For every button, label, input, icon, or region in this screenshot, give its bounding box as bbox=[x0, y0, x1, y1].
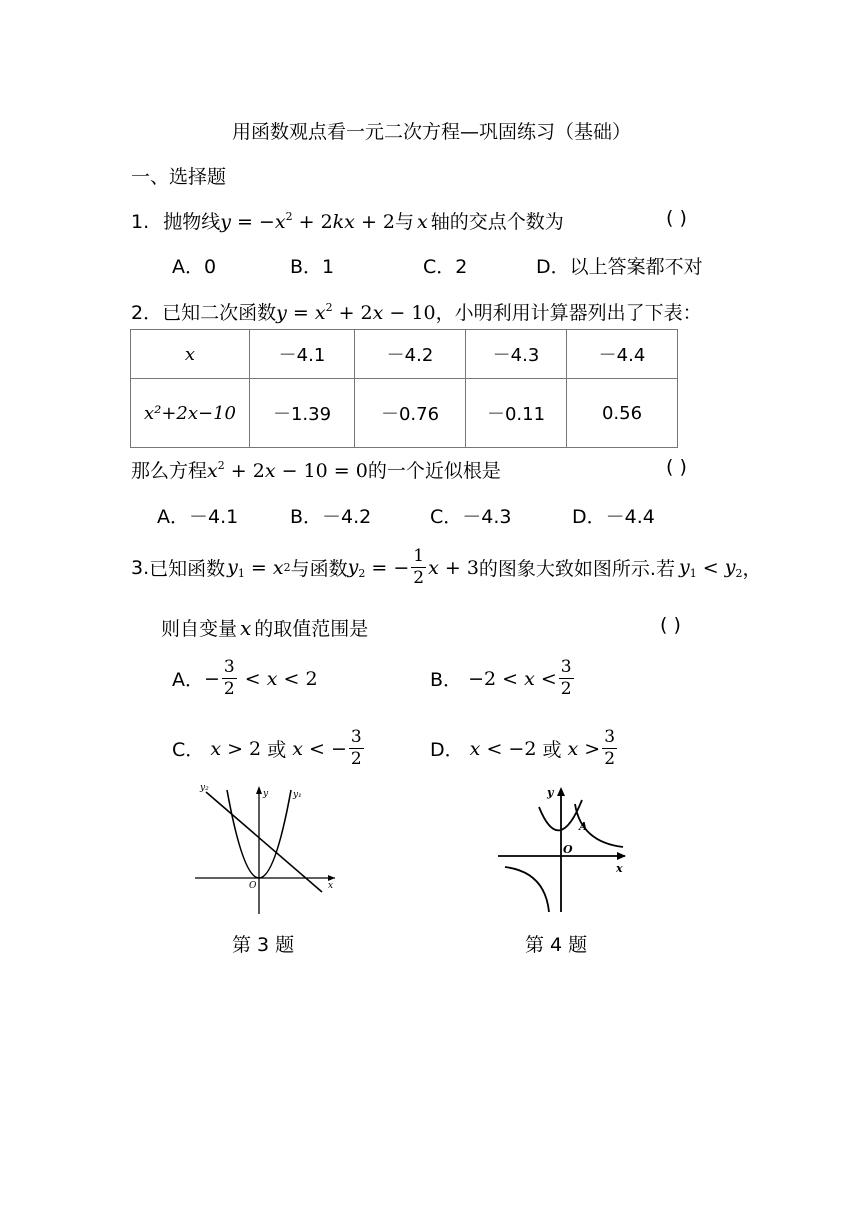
section-heading: 一、选择题 bbox=[131, 166, 227, 188]
y-axis-arrow bbox=[256, 786, 262, 794]
option-a: A．－4.1 bbox=[157, 506, 239, 528]
option-c: C． x > 2 或 x < − $\frac{3}{2}$ bbox=[172, 727, 362, 769]
question-text: 的图象大致如图所示.若 bbox=[478, 558, 675, 580]
question-text: 的一个近似根是 bbox=[367, 460, 501, 482]
option-c: C．2 bbox=[423, 256, 468, 278]
label-o: O bbox=[249, 881, 257, 891]
equation: y bbox=[276, 302, 287, 324]
figure-4-caption: 第 4 题 bbox=[525, 934, 588, 956]
answer-paren: ( ) bbox=[660, 614, 681, 636]
table-header-x: x bbox=[131, 330, 250, 379]
line-y2 bbox=[206, 792, 322, 892]
figure-3-graph bbox=[190, 780, 350, 920]
figure-3-caption: 第 3 题 bbox=[232, 934, 295, 956]
label-y: y bbox=[547, 786, 554, 799]
option-b: B． −2 < x < $\frac{3}{2}$ bbox=[430, 657, 572, 699]
label-x: x bbox=[328, 881, 334, 891]
option-b: B．1 bbox=[290, 256, 335, 278]
question-3-line2: 则自变量 x 的取值范围是 bbox=[161, 616, 369, 640]
table-cell: －0.76 bbox=[355, 379, 466, 448]
question-text: 则自变量 bbox=[161, 618, 238, 640]
label-o: O bbox=[563, 843, 573, 856]
option-d: D．－4.4 bbox=[572, 506, 655, 528]
value-table bbox=[130, 329, 678, 448]
question-text: 已知函数 bbox=[149, 558, 226, 580]
option-c: C．－4.3 bbox=[430, 506, 512, 528]
question-text: 抛物线 bbox=[163, 211, 221, 233]
y-axis-arrow bbox=[557, 787, 565, 796]
figure-4-graph bbox=[495, 782, 635, 917]
variable: x bbox=[417, 211, 428, 233]
option-b: B．－4.2 bbox=[290, 506, 372, 528]
table-cell: －4.1 bbox=[250, 330, 355, 379]
hyperbola-branch-left bbox=[505, 867, 549, 912]
question-text: ，小明利用计算器列出了下表： bbox=[435, 302, 702, 324]
table-cell: －4.3 bbox=[466, 330, 567, 379]
question-text: 那么方程 bbox=[131, 460, 208, 482]
question-text: 与 bbox=[395, 211, 415, 233]
x-axis-arrow bbox=[617, 852, 626, 860]
question-text: 已知二次函数 bbox=[162, 302, 277, 324]
option-a: A． − $\frac{3}{2}$ < x < 2 bbox=[172, 657, 318, 699]
table-header-expr: x²+2x−10 bbox=[131, 379, 250, 448]
option-a: A．0 bbox=[172, 256, 217, 278]
label-y2: y₂ bbox=[200, 783, 209, 793]
equation: $y_1$ bbox=[227, 555, 245, 580]
equation: y bbox=[220, 211, 231, 233]
question-1: 1. 抛物线$y = -x^2 + 2kx + 2$与 x 轴的交点个数为 bbox=[131, 210, 564, 233]
question-number: 1. bbox=[131, 211, 150, 233]
answer-paren: ( ) bbox=[666, 456, 687, 478]
table-cell: －4.4 bbox=[567, 330, 678, 379]
table-cell: －0.11 bbox=[466, 379, 567, 448]
question-2: 2．已知二次函数$y = x^2 + 2x - 10$，小明利用计算器列出了下表： bbox=[131, 301, 702, 324]
question-text: 的取值范围是 bbox=[254, 618, 369, 640]
table-cell: －1.39 bbox=[250, 379, 355, 448]
equation: x bbox=[207, 460, 218, 482]
question-text: 与函数 bbox=[290, 558, 348, 580]
question-text: ， bbox=[742, 558, 762, 580]
question-2-line2: 那么方程$x^2 + 2x - 10 = 0$的一个近似根是 bbox=[131, 459, 501, 482]
label-x: x bbox=[616, 862, 623, 875]
page-title: 用函数观点看一元二次方程—巩固练习（基础） bbox=[232, 121, 632, 143]
table-cell: 0.56 bbox=[567, 379, 678, 448]
label-a: A bbox=[579, 820, 588, 833]
label-y1: y₁ bbox=[293, 790, 302, 800]
table-cell: －4.2 bbox=[355, 330, 466, 379]
question-text: 轴的交点个数为 bbox=[430, 211, 564, 233]
option-d: D． x < −2 或 x > $\frac{3}{2}$ bbox=[430, 727, 616, 769]
question-number: 3. bbox=[131, 556, 150, 579]
question-3: 3. 已知函数 $y_1$ = x 2 与函数 $y_2$ = − $\frac{1}{2}$ x + 3 的图象大致如图所示.若 $y_1$ < $y_2$ ， bbox=[131, 546, 762, 588]
question-number: 2． bbox=[131, 302, 163, 324]
label-y: y bbox=[263, 789, 269, 799]
option-d: D．以上答案都不对 bbox=[536, 256, 703, 278]
answer-paren: ( ) bbox=[666, 207, 687, 229]
